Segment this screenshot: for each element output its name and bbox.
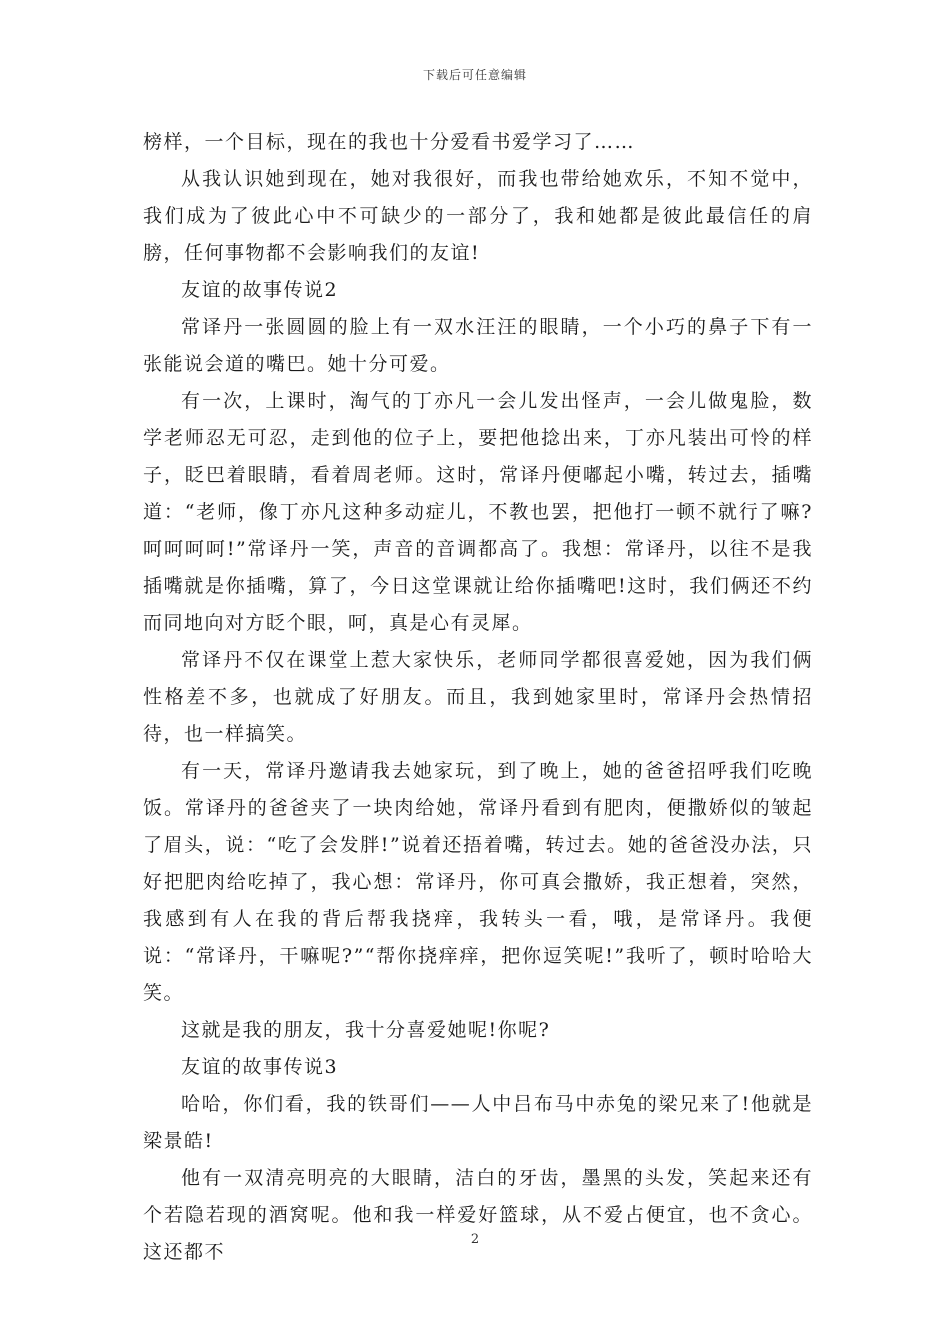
paragraph: 从我认识她到现在，她对我很好，而我也带给她欢乐，不知不觉中，我们成为了彼此心中不可缺少的一部分了，我和她都是彼此最信任的肩膀，任何事物都不会影响我们的友谊!	[143, 168, 813, 264]
body-text	[143, 124, 813, 1271]
paragraph: 常译丹不仅在课堂上惹大家快乐，老师同学都很喜爱她，因为我们俩性格差不多，也就成了好朋友。而且，我到她家里时，常译丹会热情招待，也一样搞笑。	[143, 649, 813, 745]
page-number: 2	[470, 1232, 480, 1247]
section-heading: 友谊的故事传说2	[181, 279, 339, 301]
paragraph: 他有一双清亮明亮的大眼睛，洁白的牙齿，墨黑的头发，笑起来还有个若隐若现的酒窝呢。他和我一样爱好篮球，从不爱占便宜，也不贪心。这还都不	[143, 1167, 813, 1263]
paragraph: 这就是我的朋友，我十分喜爱她呢!你呢?	[181, 1019, 551, 1041]
page-header: 下载后可任意编辑	[422, 68, 527, 82]
paragraph: 常译丹一张圆圆的脸上有一双水汪汪的眼睛，一个小巧的鼻子下有一张能说会道的嘴巴。她十分可爱。	[143, 316, 813, 375]
section-heading: 友谊的故事传说3	[181, 1056, 339, 1078]
paragraph: 有一天，常译丹邀请我去她家玩，到了晚上，她的爸爸招呼我们吃晚饭。常译丹的爸爸夹了一块肉给她，常译丹看到有肥肉，便撒娇似的皱起了眉头，说：“吃了会发胖!”说着还捂着嘴，转过去。她的爸爸没办法，只好把肥肉给吃掉了，我心想：常译丹，你可真会撒娇，我正想着，突然，我感到有人在我的背后帮我挠痒，我转头一看，哦，是常译丹。我便说：“常译丹，干嘛呢?”“帮你挠痒痒，把你逗笑呢!”我听了，顿时哈哈大笑。	[143, 760, 813, 1004]
paragraph: 榜样，一个目标，现在的我也十分爱看书爱学习了……	[143, 131, 636, 153]
paragraph: 有一次，上课时，淘气的丁亦凡一会儿发出怪声，一会儿做鬼脸，数学老师忍无可忍，走到他的位子上，要把他捻出来，丁亦凡装出可怜的样子，眨巴着眼睛，看着周老师。这时，常译丹便嘟起小嘴，转过去，插嘴道：“老师，像丁亦凡这种多动症儿，不教也罢，把他打一顿不就行了嘛?呵呵呵呵!”常译丹一笑，声音的音调都高了。我想：常译丹，以往不是我插嘴就是你插嘴，算了，今日这堂课就让给你插嘴吧!这时，我们俩还不约而同地向对方眨个眼，呵，真是心有灵犀。	[143, 390, 813, 634]
paragraph: 哈哈，你们看，我的铁哥们——人中吕布马中赤兔的梁兄来了!他就是梁景皓!	[143, 1093, 813, 1152]
